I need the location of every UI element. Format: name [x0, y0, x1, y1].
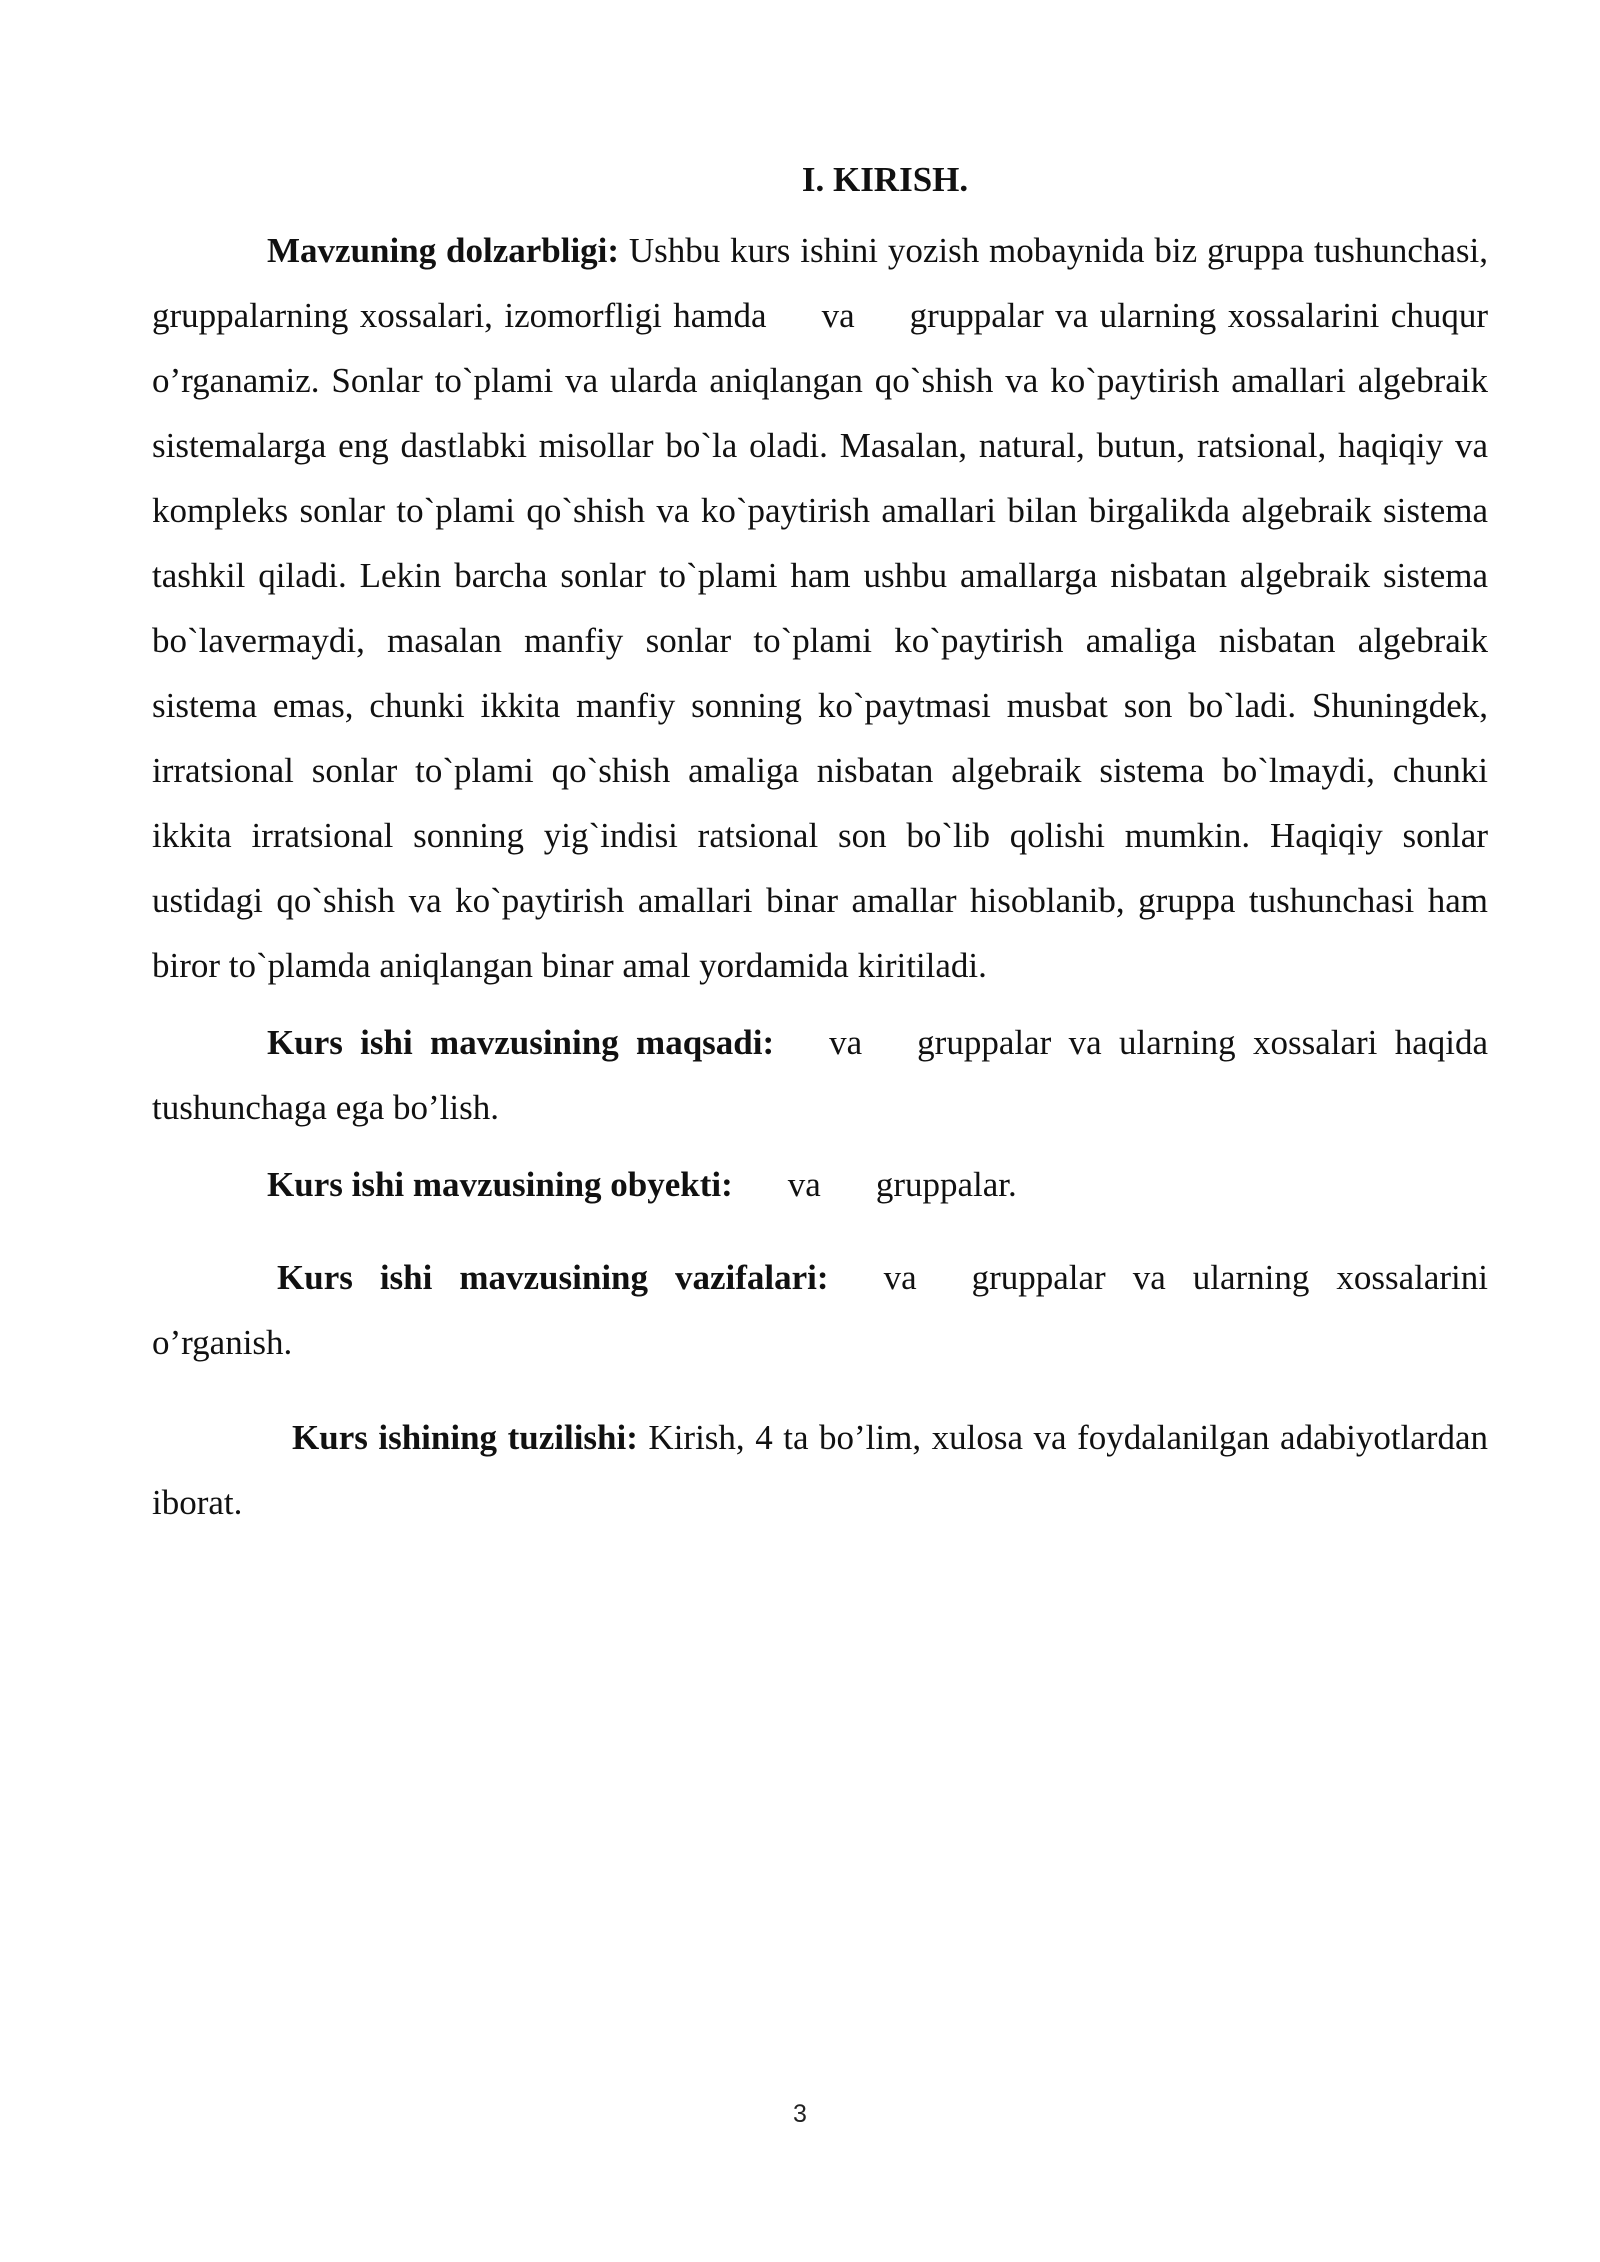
paragraph-relevance [152, 218, 1488, 998]
structure-text: Kirish, 4 ta bo’lim, xulosa va foydalanilgan adabiyotlardan iborat. [152, 1418, 1489, 1522]
relevance-text-end: gruppalar va ularning xossalarini chuqur o’rganamiz. Sonlar to`plami va ularda aniqlangan qo`shish va ko`paytirish amallari algebraik sistemalarga eng dastlabki misollar bo`la oladi. Masalan, natural, butun, ratsional, haqiqiy va kompleks sonlar to`plami qo`shish va ko`paytirish amallari bilan birgalikda algebraik sistema tashkil qiladi. Lekin barcha sonlar to`plami ham ushbu amallarga nisbatan algebraik sistema bo`lavermaydi, masalan manfiy sonlar to`plami ko`paytirish amaliga nisbatan algebraik sistema emas, chunki ikkita manfiy sonning ko`paytmasi musbat son bo`ladi. Shuningdek, irratsional sonlar to`plami qo`shish amaliga nisbatan algebraik sistema bo`lmaydi, chunki ikkita irratsional sonning yig`indisi ratsional son bo`lib qolishi mumkin. Haqiqiy sonlar ustidagi qo`shish va ko`paytirish amallari binar amallar hisoblanib, gruppa tushunchasi ham biror to`plamda aniqlangan binar amal yordamida kiritiladi. [152, 296, 1488, 985]
goal-va: va [829, 1023, 863, 1062]
paragraph-goal [152, 1010, 1488, 1140]
paragraph-tasks [152, 1245, 1488, 1375]
paragraph-object [152, 1152, 1488, 1217]
goal-text: gruppalar va ularning xossalari haqida tushunchaga ega bo’lish. [152, 1023, 1488, 1127]
relevance-va: va [821, 296, 855, 335]
object-va: va [787, 1165, 821, 1204]
page-number: 3 [793, 2100, 807, 2128]
page-content [152, 150, 1488, 1535]
section-heading: I. KIRISH. [801, 160, 969, 199]
relevance-label: Mavzuning dolzarbligi: [267, 231, 620, 270]
object-text: gruppalar. [875, 1165, 1017, 1204]
goal-label: Kurs ishi mavzusining maqsadi: [267, 1023, 775, 1062]
tasks-label: Kurs ishi mavzusining vazifalari: [277, 1258, 829, 1297]
object-label: Kurs ishi mavzusining obyekti: [267, 1165, 733, 1204]
tasks-va: va [883, 1258, 917, 1297]
tasks-text: gruppalar va ularning xossalarini o’rganish. [152, 1258, 1488, 1362]
relevance-text-start: Ushbu kurs ishini yozish mobaynida biz gruppa tushunchasi, gruppalarning xossalari, izomorfligi hamda [152, 231, 1488, 335]
paragraph-structure [152, 1405, 1488, 1535]
structure-label: Kurs ishining tuzilishi: [292, 1418, 638, 1457]
